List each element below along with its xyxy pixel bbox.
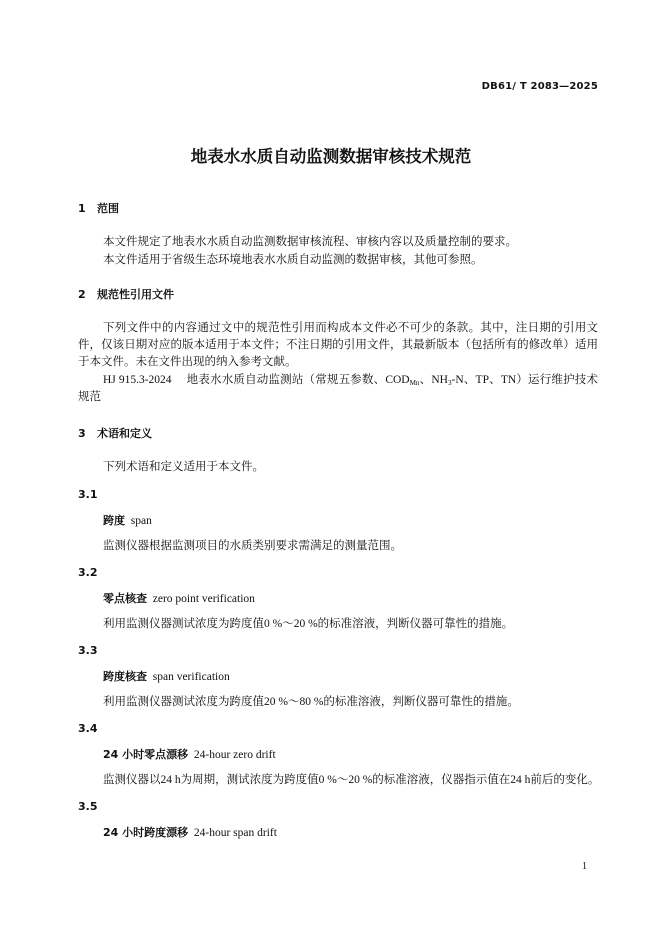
standard-code-header: DB61/ T 2083—2025	[481, 81, 598, 92]
term-definition: 利用监测仪器测试浓度为跨度值20 %～80 %的标准溶液，判断仪器可靠性的措施。	[103, 696, 519, 708]
section-2-heading	[78, 286, 174, 303]
term-definition: 利用监测仪器测试浓度为跨度值0 %～20 %的标准溶液，判断仪器可靠性的措施。	[103, 618, 514, 630]
term-definition: 监测仪器以24 h为周期，测试浓度为跨度值0 %～20 %的标准溶液，仪器指示值在24 h前后的变化。	[103, 774, 600, 786]
clause-number: 3.1	[78, 488, 98, 501]
subscript: 3	[447, 378, 452, 387]
section-title: 规范性引用文件	[97, 288, 174, 301]
document-title: 地表水水质自动监测数据审核技术规范	[190, 147, 472, 166]
page-number: 1	[582, 861, 587, 872]
reference-title-part: 、NH	[419, 374, 448, 386]
section-1-heading	[78, 200, 119, 217]
term-entry	[103, 746, 276, 764]
scope-paragraph-1: 本文件规定了地表水水质自动监测数据审核流程、审核内容以及质量控制的要求。	[103, 236, 517, 248]
term-english: 24-hour zero drift	[193, 749, 276, 761]
term-english: 24-hour span drift	[193, 827, 277, 839]
section-number: 1	[78, 202, 86, 215]
reference-title-part: 地表水水质自动监测站（常规五参数、COD	[186, 374, 410, 386]
reference-code: HJ 915.3-2024	[103, 374, 172, 386]
term-chinese: 跨度核查	[103, 670, 147, 683]
term-english: span verification	[152, 671, 230, 683]
clause-number: 3.5	[78, 800, 98, 813]
term-chinese: 24 小时零点漂移	[103, 748, 189, 761]
term-entry	[103, 590, 255, 608]
term-chinese: 24 小时跨度漂移	[103, 826, 189, 839]
term-english: span	[130, 515, 152, 527]
clause-number: 3.4	[78, 722, 98, 735]
reference-title-part: -N、TP、TN）运行维护技术规范	[78, 374, 598, 403]
normative-references-intro: 下列文件中的内容通过文中的规范性引用而构成本文件必不可少的条款。其中，注日期的引用文件，仅该日期对应的版本适用于本文件；不注日期的引用文件，其最新版本（包括所有的修改单）适用于本文件。未在文件出现的纳入参考文献。	[78, 322, 598, 368]
clause-number: 3.2	[78, 566, 98, 579]
term-chinese: 零点核查	[103, 592, 147, 605]
section-number: 3	[78, 427, 86, 440]
terms-intro: 下列术语和定义适用于本文件。	[103, 461, 264, 473]
reference-entry	[78, 372, 598, 406]
section-title: 范围	[97, 202, 119, 215]
term-chinese: 跨度	[103, 514, 125, 527]
section-title: 术语和定义	[97, 427, 152, 440]
subscript: Mn	[409, 378, 420, 387]
section-number: 2	[78, 288, 86, 301]
term-definition: 监测仪器根据监测项目的水质类别要求需满足的测量范围。	[103, 540, 402, 552]
scope-paragraph-2: 本文件适用于省级生态环境地表水水质自动监测的数据审核，其他可参照。	[103, 254, 483, 266]
clause-number: 3.3	[78, 644, 98, 657]
term-entry	[103, 824, 277, 842]
term-entry	[103, 512, 152, 530]
term-english: zero point verification	[152, 593, 255, 605]
term-entry	[103, 668, 230, 686]
section-3-heading	[78, 425, 152, 442]
